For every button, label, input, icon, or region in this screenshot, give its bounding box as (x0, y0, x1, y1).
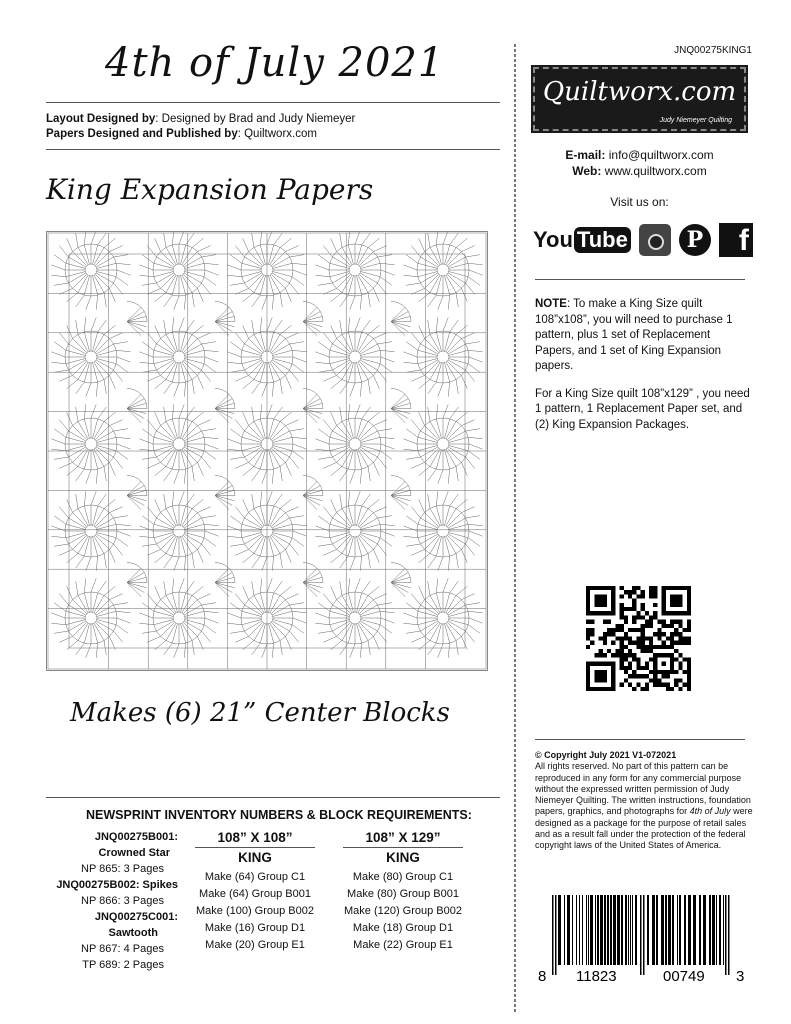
visit-label: Visit us on: (610, 195, 669, 209)
king-size-note (535, 297, 750, 445)
paper-pages: TP 689: 2 Pages (82, 959, 164, 971)
copyright-body (535, 761, 753, 851)
copyright-text: All rights reserved. No part of this pattern can be reproduced in any form for any commercial purpose without the expressed written permission of Judy Niemeyer Quilting. The written instructions, foundation papers, graphics, and photographs for (535, 761, 751, 817)
paper-name: Sawtooth (108, 927, 158, 939)
copyright-heading: © Copyright July 2021 V1-072021 (535, 750, 677, 760)
qr-code-image[interactable] (586, 586, 691, 691)
subtitle: King Expansion Papers (46, 173, 374, 206)
paper-list (48, 829, 178, 973)
layout-value: : Designed by Brad and Judy Niemeyer (155, 113, 356, 125)
layout-label: Layout Designed by (46, 113, 156, 125)
paper-pages: NP 867: 4 Pages (81, 943, 164, 955)
requirement-row: Make (64) Group C1 (204, 871, 306, 883)
king-108-column (195, 830, 315, 954)
column-subheading: KING (195, 847, 315, 865)
youtube-tube: Tube (574, 227, 631, 253)
paper-pages: NP 865: 3 Pages (81, 863, 164, 875)
requirement-row: Make (80) Group C1 (352, 871, 454, 883)
divider (46, 797, 500, 798)
note-text: : To make a King Size quilt 108”x108”, you will need to purchase 1 pattern, plus 1 set of Replacement Papers, and 1 set of King Expansion papers. (535, 298, 733, 372)
inventory-title: NEWSPRINT INVENTORY NUMBERS & BLOCK REQUIREMENTS: (86, 808, 472, 822)
barcode-digits: 11823 (576, 968, 617, 983)
paper-code: JNQ00275B002: Spikes (56, 879, 178, 891)
papers-label: Papers Designed and Published by (46, 128, 238, 140)
contact-info (533, 147, 746, 179)
requirement-row: Make (64) Group B001 (199, 888, 311, 900)
paper-code: JNQ00275B001: (94, 831, 178, 843)
email-label: E-mail: (565, 148, 606, 162)
logo-text: Quiltworx.com (542, 77, 737, 107)
pinterest-icon[interactable]: P (679, 224, 711, 256)
king-129-column (343, 830, 463, 954)
note-label: NOTE (535, 298, 567, 310)
logo-tagline: Judy Niemeyer Quilting (659, 117, 732, 124)
barcode-digit: 3 (736, 968, 745, 983)
copyright-text: were designed as a package for the purpose of retail sales and as a result fall under the protection of the federal copyright laws of the United States of America. (535, 806, 753, 851)
divider (46, 102, 500, 103)
email-line (533, 147, 746, 163)
column-subheading: KING (343, 847, 463, 865)
requirement-row: Make (80) Group B001 (347, 888, 459, 900)
divider (535, 279, 745, 280)
copyright-title-ref: 4th of July (689, 806, 731, 817)
barcode-image (536, 895, 748, 983)
column-heading: 108” X 129” (365, 830, 441, 845)
credits (46, 112, 355, 142)
barcode-digit: 8 (538, 968, 547, 983)
note-paragraph (535, 297, 750, 375)
youtube-you: You (533, 227, 573, 252)
requirement-row: Make (16) Group D1 (204, 922, 306, 934)
youtube-icon[interactable] (533, 227, 631, 253)
papers-value: : Quiltworx.com (237, 128, 317, 140)
web-line (533, 163, 746, 179)
papers-credit (46, 127, 355, 142)
barcode-digits: 00749 (663, 968, 705, 983)
paper-pages: NP 866: 3 Pages (81, 895, 164, 907)
instagram-icon[interactable] (639, 224, 671, 256)
layout-credit (46, 112, 355, 127)
makes-caption: Makes (6) 21” Center Blocks (70, 698, 450, 728)
requirement-row: Make (22) Group E1 (353, 939, 453, 951)
column-divider (514, 44, 516, 1014)
copyright-notice (535, 750, 753, 852)
divider (535, 739, 745, 740)
requirement-row: Make (120) Group B002 (343, 905, 462, 917)
page-title: 4th of July 2021 (105, 40, 445, 86)
paper-name: Crowned Star (98, 847, 170, 859)
quiltworx-logo (533, 67, 746, 131)
web-link[interactable]: www.quiltworx.com (604, 164, 707, 178)
facebook-icon[interactable]: f (719, 223, 753, 257)
note-paragraph: For a King Size quilt 108”x129” , you need 1 pattern, 1 Replacement Paper set, and (2) King Expansion Packages. (535, 387, 750, 431)
email-link[interactable]: info@quiltworx.com (608, 148, 714, 162)
requirement-row: Make (100) Group B002 (195, 905, 314, 917)
column-heading: 108” X 108” (217, 830, 293, 845)
divider (46, 149, 500, 150)
quilt-diagram-image (46, 231, 488, 671)
requirement-row: Make (20) Group E1 (205, 939, 305, 951)
social-links (533, 222, 753, 258)
paper-code: JNQ00275C001: (94, 911, 178, 923)
requirement-row: Make (18) Group D1 (352, 922, 454, 934)
web-label: Web: (572, 164, 602, 178)
sku-code: JNQ00275KING1 (674, 45, 752, 56)
